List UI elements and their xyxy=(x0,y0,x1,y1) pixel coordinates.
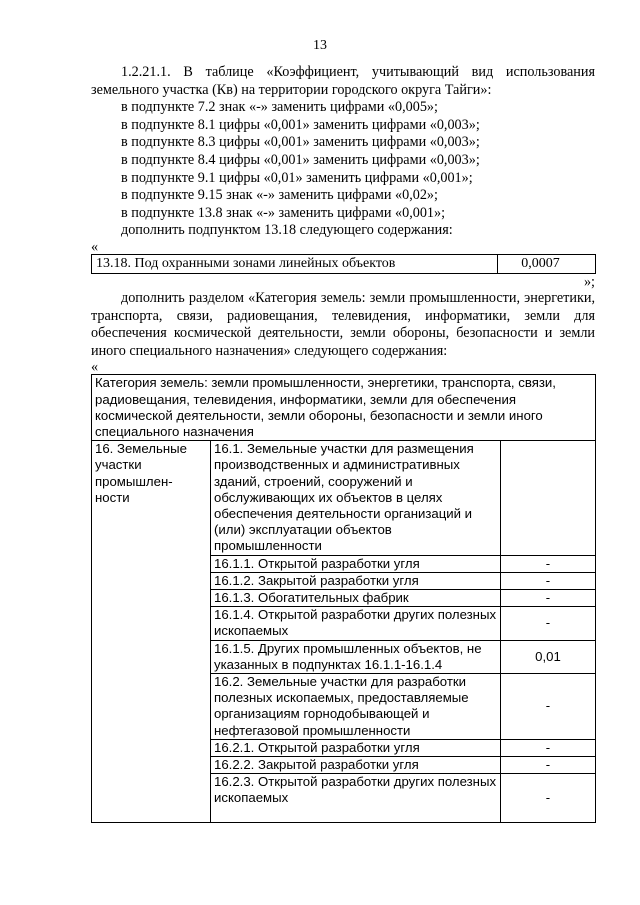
amendment-item: в подпункте 13.8 знак «-» заменить цифрами «0,001»; xyxy=(121,204,446,221)
quote-close: »; xyxy=(583,273,595,290)
amendment-item: в подпункте 9.15 знак «-» заменить цифрами «0,02»; xyxy=(121,187,438,204)
subpoint-value: 0,0007 xyxy=(498,254,596,273)
row-value: 0,01 xyxy=(501,640,596,673)
category-table xyxy=(91,374,596,823)
amendment-item: в подпункте 8.1 цифры «0,001» заменить цифрами «0,003»; xyxy=(121,116,480,133)
row-text: 16.1.4. Открытой разработки других полезных ископаемых xyxy=(211,607,501,640)
row-value: - xyxy=(501,739,596,756)
subpoint-label: 13.18. Под охранными зонами линейных объектов xyxy=(92,254,498,273)
row-value: - xyxy=(501,607,596,640)
amendment-heading: 1.2.21.1. В таблице «Коэффициент, учитывающий вид использования земельного участка (Кв) на территории городского округа Тайги»: xyxy=(91,64,595,98)
table-row xyxy=(92,441,596,555)
row-text: 16.1.2. Закрытой разработки угля xyxy=(211,572,501,589)
category-header: Категория земель: земли промышленности, энергетики, транспорта, связи, радиовещания, телевидения, информатики, земли для обеспечения космической деятельности, земли обороны, безопасности и земли иного специального назначения xyxy=(92,375,596,441)
row-text: 16.1. Земельные участки для размещения производственных и административных зданий, строений, сооружений и обслуживающих их объектов в целях обеспечения деятельности организаций и (или) эксплуатации объектов промышленности xyxy=(211,441,501,555)
amendment-item: в подпункте 8.3 цифры «0,001» заменить цифрами «0,003»; xyxy=(121,134,480,151)
amendment-item: в подпункте 8.4 цифры «0,001» заменить цифрами «0,003»; xyxy=(121,151,480,168)
subpoint-table xyxy=(91,254,596,274)
row-text: 16.1.3. Обогатительных фабрик xyxy=(211,589,501,606)
row-value xyxy=(501,441,596,555)
group-label: 16. Земельные участки промышлен-ности xyxy=(92,441,211,823)
quote-open: « xyxy=(91,359,99,376)
row-text: 16.2.1. Открытой разработки угля xyxy=(211,739,501,756)
row-text: 16.1.1. Открытой разработки угля xyxy=(211,555,501,572)
row-text: 16.2.3. Открытой разработки других полезных ископаемых xyxy=(211,774,501,823)
row-text: 16.1.5. Других промышленных объектов, не указанных в подпунктах 16.1.1-16.1.4 xyxy=(211,640,501,673)
page-number: 13 xyxy=(313,38,327,53)
row-text: 16.2. Земельные участки для разработки полезных ископаемых, предоставляемые организациям горнодобывающей и нефтегазовой промышленности xyxy=(211,673,501,739)
row-value: - xyxy=(501,774,596,823)
table-header-row xyxy=(92,375,596,441)
amendment-item: дополнить подпунктом 13.18 следующего содержания: xyxy=(121,222,453,239)
amendment-item: в подпункте 9.1 цифры «0,01» заменить цифрами «0,001»; xyxy=(121,169,473,186)
row-value: - xyxy=(501,673,596,739)
row-value: - xyxy=(501,572,596,589)
row-value: - xyxy=(501,555,596,572)
amendment-item: в подпункте 7.2 знак «-» заменить цифрами «0,005»; xyxy=(121,99,438,116)
row-value: - xyxy=(501,589,596,606)
row-value: - xyxy=(501,756,596,773)
table-row xyxy=(92,254,596,273)
quote-open: « xyxy=(91,238,99,255)
section-instruction: дополнить разделом «Категория земель: земли промышленности, энергетики, транспорта, связи, радиовещания, телевидения, информатики, земли для обеспечения космической деятельности, земли обороны, безопасности и земли иного специального назначения» следующего содержания: xyxy=(91,289,595,359)
row-text: 16.2.2. Закрытой разработки угля xyxy=(211,756,501,773)
document-body xyxy=(91,64,595,823)
